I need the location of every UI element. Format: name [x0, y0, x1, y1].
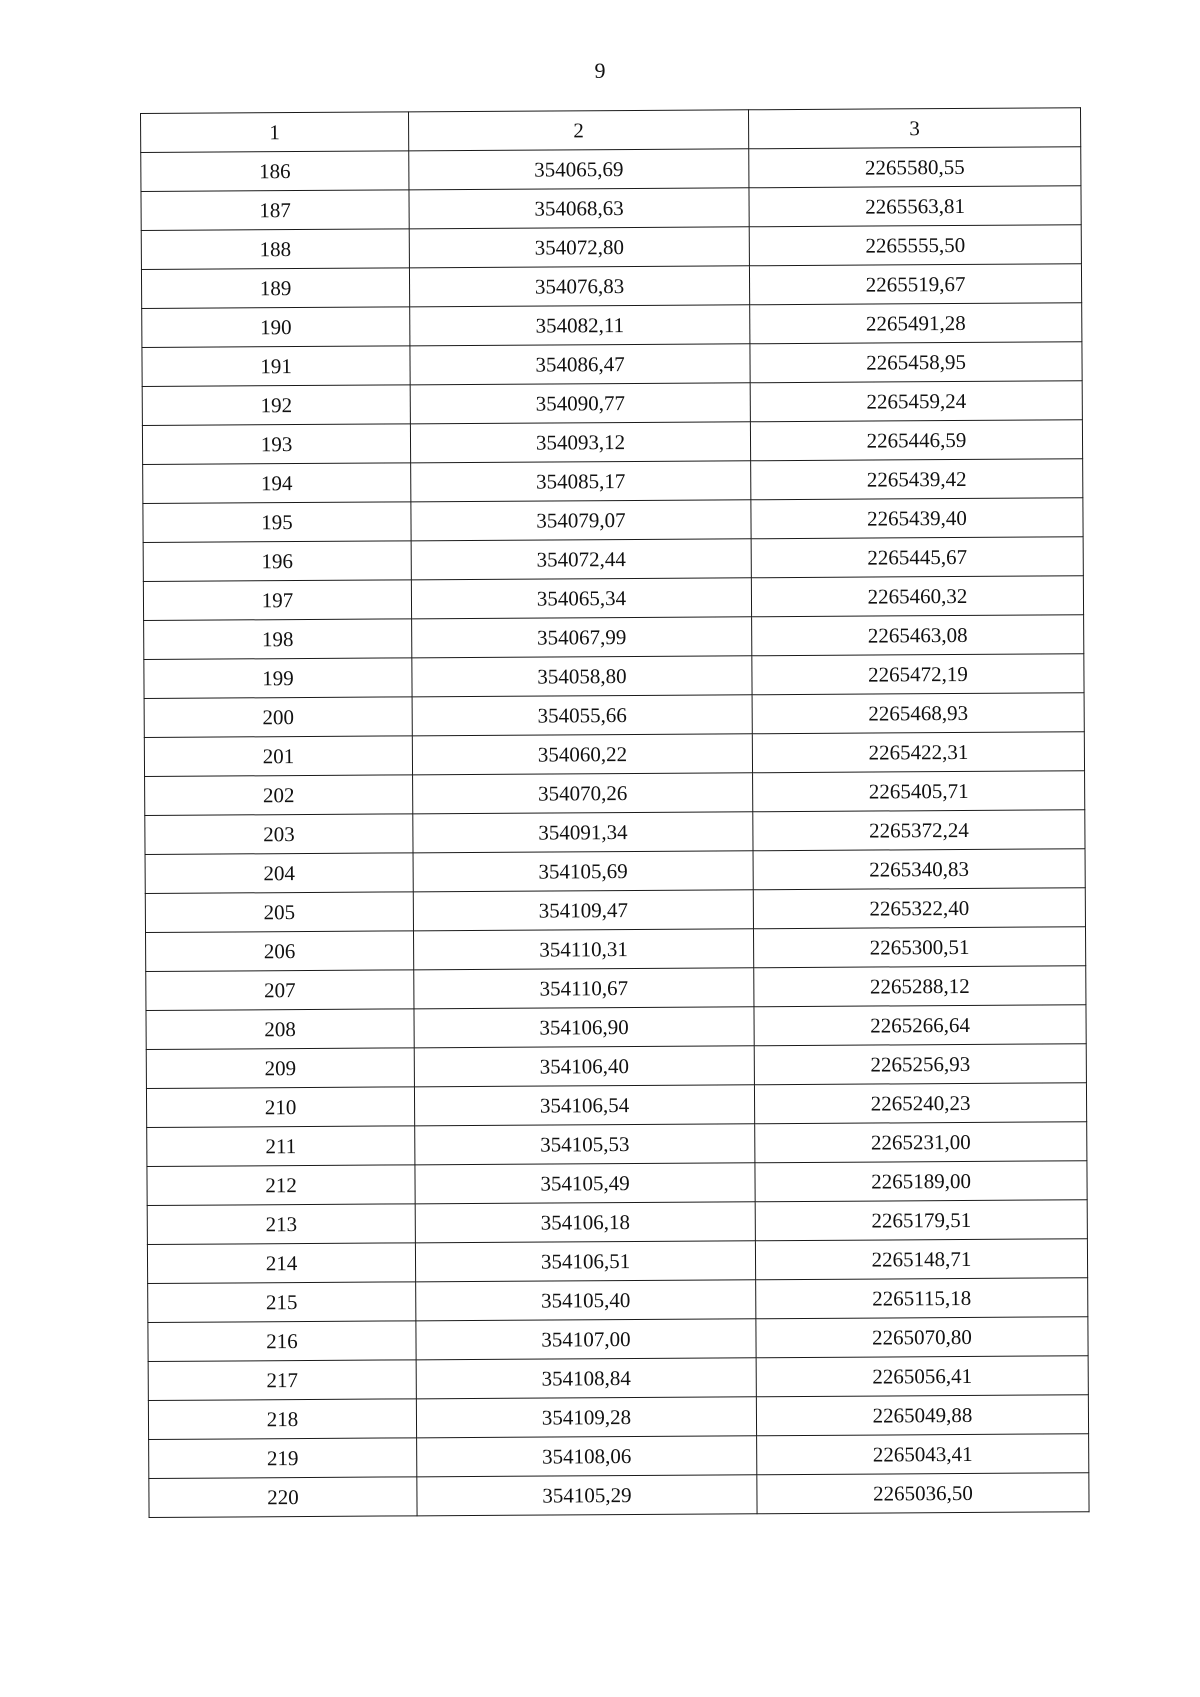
- y-coordinate-cell: 2265468,93: [752, 693, 1084, 734]
- point-number-cell: 196: [143, 541, 411, 582]
- table-row: [148, 1395, 1088, 1440]
- table-row: [147, 1161, 1087, 1206]
- point-number-cell: 198: [144, 619, 412, 660]
- table-row: [141, 147, 1081, 192]
- point-number-cell: 188: [141, 229, 409, 270]
- x-coordinate-cell: 354106,51: [415, 1241, 755, 1282]
- y-coordinate-cell: 2265256,93: [754, 1044, 1086, 1085]
- y-coordinate-cell: 2265405,71: [753, 771, 1085, 812]
- x-coordinate-cell: 354072,44: [411, 539, 751, 580]
- x-coordinate-cell: 354108,06: [417, 1436, 757, 1477]
- table-row: [145, 849, 1085, 894]
- point-number-cell: 203: [145, 814, 413, 855]
- column-header-2: 2: [408, 110, 748, 151]
- x-coordinate-cell: 354060,22: [412, 734, 752, 775]
- y-coordinate-cell: 2265340,83: [753, 849, 1085, 890]
- point-number-cell: 187: [141, 190, 409, 231]
- point-number-cell: 220: [149, 1477, 417, 1518]
- y-coordinate-cell: 2265266,64: [754, 1005, 1086, 1046]
- point-number-cell: 186: [141, 151, 409, 192]
- x-coordinate-cell: 354109,47: [413, 890, 753, 931]
- table-row: [142, 420, 1082, 465]
- y-coordinate-cell: 2265459,24: [750, 381, 1082, 422]
- table-row: [149, 1473, 1089, 1518]
- table-row: [143, 537, 1083, 582]
- point-number-cell: 191: [142, 346, 410, 387]
- table-row: [144, 654, 1084, 699]
- point-number-cell: 214: [147, 1243, 415, 1284]
- y-coordinate-cell: 2265555,50: [749, 225, 1081, 266]
- y-coordinate-cell: 2265049,88: [756, 1395, 1088, 1436]
- x-coordinate-cell: 354076,83: [409, 266, 749, 307]
- point-number-cell: 202: [145, 775, 413, 816]
- y-coordinate-cell: 2265148,71: [755, 1239, 1087, 1280]
- point-number-cell: 211: [147, 1126, 415, 1167]
- point-number-cell: 209: [146, 1048, 414, 1089]
- y-coordinate-cell: 2265372,24: [753, 810, 1085, 851]
- y-coordinate-cell: 2265043,41: [757, 1434, 1089, 1475]
- x-coordinate-cell: 354105,29: [417, 1475, 757, 1516]
- table-row: [147, 1200, 1087, 1245]
- x-coordinate-cell: 354072,80: [409, 227, 749, 268]
- table-row: [143, 459, 1083, 504]
- point-number-cell: 195: [143, 502, 411, 543]
- x-coordinate-cell: 354082,11: [410, 305, 750, 346]
- y-coordinate-cell: 2265491,28: [750, 303, 1082, 344]
- y-coordinate-cell: 2265519,67: [749, 264, 1081, 305]
- table-row: [148, 1278, 1088, 1323]
- table-row: [141, 264, 1081, 309]
- table-row: [142, 381, 1082, 426]
- x-coordinate-cell: 354093,12: [410, 422, 750, 463]
- x-coordinate-cell: 354106,18: [415, 1202, 755, 1243]
- point-number-cell: 208: [146, 1009, 414, 1050]
- coordinates-table-container: [140, 107, 1089, 1518]
- y-coordinate-cell: 2265422,31: [752, 732, 1084, 773]
- y-coordinate-cell: 2265472,19: [752, 654, 1084, 695]
- point-number-cell: 210: [146, 1087, 414, 1128]
- y-coordinate-cell: 2265231,00: [755, 1122, 1087, 1163]
- point-number-cell: 190: [142, 307, 410, 348]
- y-coordinate-cell: 2265189,00: [755, 1161, 1087, 1202]
- point-number-cell: 199: [144, 658, 412, 699]
- table-row: [144, 732, 1084, 777]
- x-coordinate-cell: 354065,34: [411, 578, 751, 619]
- y-coordinate-cell: 2265036,50: [757, 1473, 1089, 1514]
- table-row: [141, 225, 1081, 270]
- y-coordinate-cell: 2265439,42: [751, 459, 1083, 500]
- table-row: [147, 1122, 1087, 1167]
- table-row: [146, 927, 1086, 972]
- x-coordinate-cell: 354110,67: [414, 968, 754, 1009]
- table-row: [145, 810, 1085, 855]
- point-number-cell: 201: [144, 736, 412, 777]
- table-row: [144, 693, 1084, 738]
- y-coordinate-cell: 2265179,51: [755, 1200, 1087, 1241]
- table-row: [146, 1083, 1086, 1128]
- x-coordinate-cell: 354090,77: [410, 383, 750, 424]
- point-number-cell: 200: [144, 697, 412, 738]
- y-coordinate-cell: 2265439,40: [751, 498, 1083, 539]
- y-coordinate-cell: 2265056,41: [756, 1356, 1088, 1397]
- y-coordinate-cell: 2265458,95: [750, 342, 1082, 383]
- table-row: [145, 771, 1085, 816]
- table-row: [146, 1005, 1086, 1050]
- point-number-cell: 219: [149, 1438, 417, 1479]
- y-coordinate-cell: 2265115,18: [756, 1278, 1088, 1319]
- x-coordinate-cell: 354106,90: [414, 1007, 754, 1048]
- point-number-cell: 213: [147, 1204, 415, 1245]
- point-number-cell: 216: [148, 1321, 416, 1362]
- point-number-cell: 193: [142, 424, 410, 465]
- x-coordinate-cell: 354109,28: [416, 1397, 756, 1438]
- x-coordinate-cell: 354085,17: [411, 461, 751, 502]
- point-number-cell: 206: [146, 931, 414, 972]
- x-coordinate-cell: 354105,49: [415, 1163, 755, 1204]
- point-number-cell: 204: [145, 853, 413, 894]
- x-coordinate-cell: 354108,84: [416, 1358, 756, 1399]
- y-coordinate-cell: 2265460,32: [751, 576, 1083, 617]
- x-coordinate-cell: 354079,07: [411, 500, 751, 541]
- point-number-cell: 217: [148, 1360, 416, 1401]
- table-row: [142, 303, 1082, 348]
- table-row: [146, 966, 1086, 1011]
- table-body: [141, 147, 1089, 1518]
- x-coordinate-cell: 354107,00: [416, 1319, 756, 1360]
- point-number-cell: 194: [143, 463, 411, 504]
- table-row: [146, 1044, 1086, 1089]
- table-row: [147, 1239, 1087, 1284]
- x-coordinate-cell: 354105,40: [416, 1280, 756, 1321]
- page-number: 9: [594, 58, 606, 83]
- point-number-cell: 207: [146, 970, 414, 1011]
- y-coordinate-cell: 2265563,81: [749, 186, 1081, 227]
- header-row: [141, 108, 1081, 153]
- point-number-cell: 205: [145, 892, 413, 933]
- x-coordinate-cell: 354055,66: [412, 695, 752, 736]
- column-header-3: 3: [748, 108, 1080, 149]
- x-coordinate-cell: 354067,99: [412, 617, 752, 658]
- point-number-cell: 212: [147, 1165, 415, 1206]
- x-coordinate-cell: 354110,31: [414, 929, 754, 970]
- y-coordinate-cell: 2265445,67: [751, 537, 1083, 578]
- point-number-cell: 192: [142, 385, 410, 426]
- x-coordinate-cell: 354105,53: [415, 1124, 755, 1165]
- point-number-cell: 215: [148, 1282, 416, 1323]
- y-coordinate-cell: 2265070,80: [756, 1317, 1088, 1358]
- table-row: [148, 1317, 1088, 1362]
- column-header-1: 1: [141, 112, 409, 153]
- x-coordinate-cell: 354058,80: [412, 656, 752, 697]
- table-row: [144, 615, 1084, 660]
- x-coordinate-cell: 354070,26: [413, 773, 753, 814]
- table-row: [149, 1434, 1089, 1479]
- table-row: [142, 342, 1082, 387]
- table-row: [141, 186, 1081, 231]
- x-coordinate-cell: 354106,40: [414, 1046, 754, 1087]
- table-row: [143, 576, 1083, 621]
- x-coordinate-cell: 354091,34: [413, 812, 753, 853]
- y-coordinate-cell: 2265463,08: [752, 615, 1084, 656]
- y-coordinate-cell: 2265580,55: [749, 147, 1081, 188]
- y-coordinate-cell: 2265288,12: [754, 966, 1086, 1007]
- table-row: [148, 1356, 1088, 1401]
- table-row: [143, 498, 1083, 543]
- point-number-cell: 189: [141, 268, 409, 309]
- point-number-cell: 218: [148, 1399, 416, 1440]
- y-coordinate-cell: 2265446,59: [750, 420, 1082, 461]
- x-coordinate-cell: 354105,69: [413, 851, 753, 892]
- x-coordinate-cell: 354086,47: [410, 344, 750, 385]
- x-coordinate-cell: 354068,63: [409, 188, 749, 229]
- y-coordinate-cell: 2265322,40: [753, 888, 1085, 929]
- point-number-cell: 197: [143, 580, 411, 621]
- x-coordinate-cell: 354106,54: [414, 1085, 754, 1126]
- table-header: [141, 108, 1081, 153]
- y-coordinate-cell: 2265300,51: [753, 927, 1085, 968]
- table-row: [145, 888, 1085, 933]
- coordinates-table: [140, 107, 1090, 1518]
- y-coordinate-cell: 2265240,23: [754, 1083, 1086, 1124]
- x-coordinate-cell: 354065,69: [409, 149, 749, 190]
